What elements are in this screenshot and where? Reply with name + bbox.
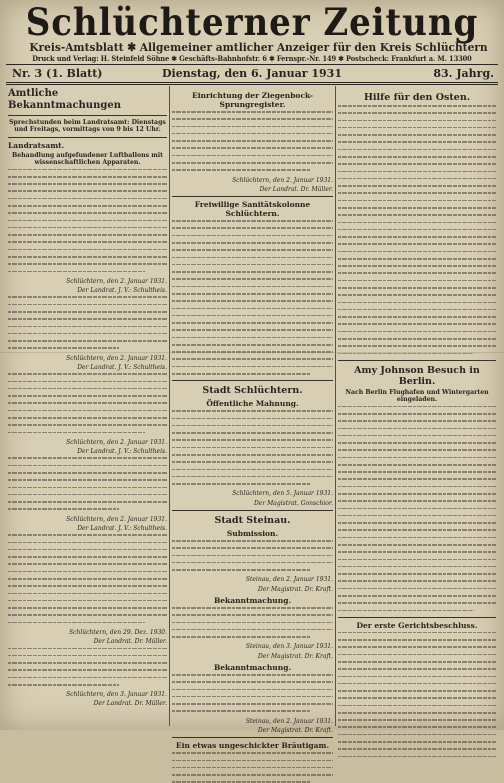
divider	[338, 360, 496, 361]
column-divider	[169, 86, 170, 726]
article-body	[172, 752, 333, 783]
divider	[172, 380, 333, 381]
notice-place-date: Steinau, den 2. Januar 1931.	[245, 576, 333, 584]
notice-subject: Bekanntmachung.	[213, 596, 292, 605]
issue-sheet: (1. Blatt)	[46, 67, 103, 80]
issue-number: Nr. 3	[12, 67, 43, 80]
divider	[338, 617, 496, 618]
notice-signature: Der Magistrat. Dr. Kraft.	[257, 585, 333, 593]
article-subheading: Nach Berlin Flughafen und Wintergarten eingeladen.	[345, 388, 489, 404]
article-body	[172, 607, 333, 638]
notice-subject: Bekanntmachung.	[213, 663, 292, 672]
dateline	[8, 67, 496, 81]
article-heading: Amy Johnson Besuch in Berlin.	[354, 364, 480, 387]
divider	[172, 510, 333, 511]
issue-date: Dienstag, den 6. Januar 1931	[162, 67, 342, 80]
article-body	[8, 457, 167, 510]
notice-subject: Öffentliche Mahnung.	[206, 399, 299, 409]
notice-place-date: Steinau, den 3. Januar 1931.	[245, 643, 333, 651]
masthead-rule	[6, 64, 498, 65]
column-official-notices	[8, 88, 167, 724]
article-body	[8, 648, 167, 686]
notice-signature: Der Magistrat. Dr. Kraft.	[257, 726, 333, 734]
notice-signature: Der Landrat. Dr. Müller.	[259, 185, 333, 193]
article-body	[172, 111, 333, 171]
notice-place-date: Schlüchtern, den 2. Januar 1931.	[232, 176, 333, 184]
notice-signature: Der Landrat. J. V.: Schultheis.	[77, 448, 167, 456]
notice-place-date: Schlüchtern, den 5. Januar 1931.	[232, 490, 333, 498]
notice-place-date: Steinau, den 2. Januar 1931.	[245, 717, 333, 725]
notice-subject: Behandlung aufgefundener Luftballons mit wissenschaftlichen Apparaten.	[12, 151, 163, 167]
authority-heading: Stadt Schlüchtern.	[202, 385, 303, 397]
article-body	[338, 105, 496, 354]
notice-signature: Der Landrat. Dr. Müller.	[93, 700, 167, 708]
newspaper-subtitle: Kreis-Amtsblatt ✱ Allgemeiner amtlicher Anzeiger für den Kreis Schlüchtern	[29, 40, 488, 54]
notice-subject: Submission.	[226, 529, 279, 538]
notice-place-date: Schlüchtern, den 2. Januar 1931.	[66, 438, 167, 446]
article-body	[8, 296, 167, 349]
article-body	[8, 169, 167, 273]
article-heading: Der erste Gerichtsbeschluss.	[356, 620, 478, 630]
notice-signature: Der Magistrat. Gonschior.	[254, 499, 333, 507]
article-body	[172, 674, 333, 712]
divider	[8, 115, 167, 116]
column-news	[338, 88, 496, 724]
masthead	[0, 0, 504, 63]
article-body	[338, 632, 496, 757]
newspaper-title: Schlüchterner Zeitung	[25, 0, 479, 44]
article-heading: Ein etwas ungeschickter Bräutigam.	[175, 741, 330, 751]
article-heading: Freiwillige Sanitätskolonne Schlüchtern.	[194, 200, 311, 219]
notice-place-date: Schlüchtern, den 2. Januar 1931.	[66, 277, 167, 285]
notice-place-date: Schlüchtern, den 2. Januar 1931.	[66, 515, 167, 523]
divider	[172, 737, 333, 738]
publisher-info: Druck und Verlag: H. Steinfeld Söhne ✱ Geschäfts-Bahnhofstr. 6 ✱ Fernspr.-Nr. 149 ✱ Postscheck: Frankfurt a. M. 13300	[32, 54, 472, 63]
article-heading: Einrichtung der Ziegenbock-Sprungregister.	[191, 91, 314, 109]
divider	[172, 196, 333, 197]
article-body	[172, 410, 333, 484]
authority-heading: Landratsamt.	[8, 140, 65, 150]
office-hours-notice: Sprechstunden beim Landratsamt: Dienstags und Freitags, vormittags von 9 bis 12 Uhr.	[9, 119, 166, 134]
issue-year: 83. Jahrg.	[433, 67, 494, 80]
section-heading: Amtliche Bekanntmachungen	[8, 88, 121, 111]
notice-signature: Der Landrat. J. V.: Schultheis.	[77, 524, 167, 532]
article-body	[172, 540, 333, 571]
notice-signature: Der Landrat. J. V.: Schultheis.	[77, 363, 167, 371]
paper-fold	[0, 352, 504, 354]
notice-signature: Der Landrat. J. V.: Schultheis.	[77, 287, 167, 295]
notice-signature: Der Magistrat. Dr. Kraft.	[257, 652, 333, 660]
notice-place-date: Schlüchtern, den 3. Januar 1931.	[66, 691, 167, 699]
column-divider	[335, 86, 336, 726]
divider	[8, 137, 167, 138]
authority-heading: Stadt Steinau.	[214, 515, 291, 526]
dateline-rule	[6, 82, 498, 85]
notice-place-date: Schlüchtern, den 2. Januar 1931.	[66, 354, 167, 362]
article-body	[8, 373, 167, 433]
column-local-notices	[172, 88, 333, 751]
notice-signature: Der Landrat. Dr. Müller.	[93, 638, 167, 646]
article-body	[338, 406, 496, 611]
article-heading: Hilfe für den Osten.	[363, 92, 471, 103]
article-body	[8, 534, 167, 623]
notice-place-date: Schlüchtern, den 29. Dez. 1930.	[69, 628, 167, 636]
